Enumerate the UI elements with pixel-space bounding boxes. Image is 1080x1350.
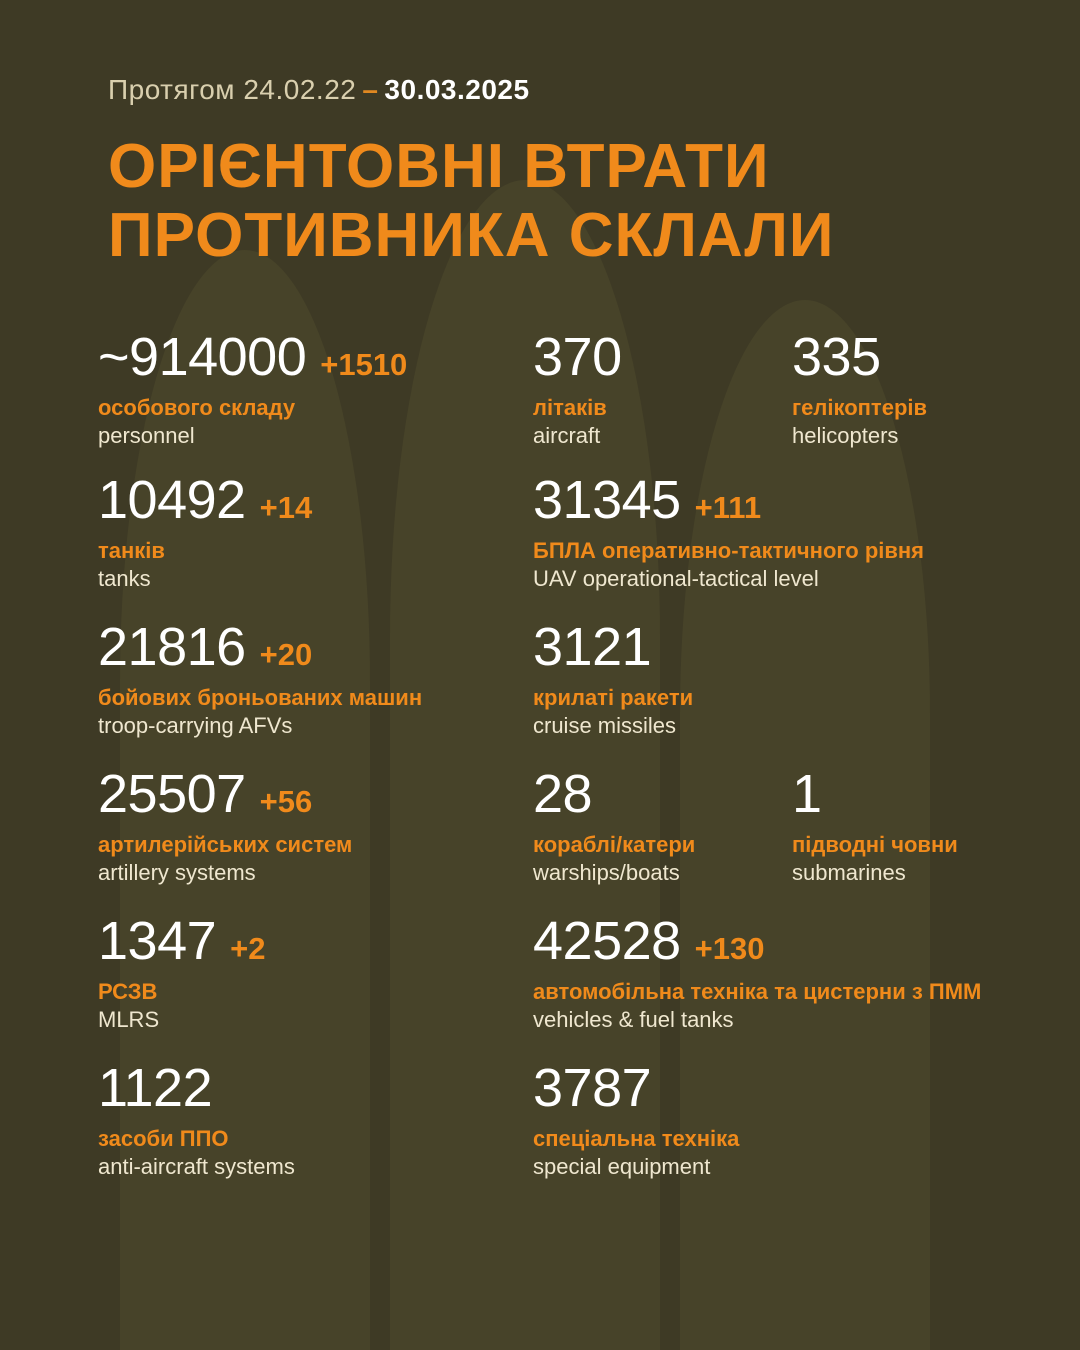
value: 335 (792, 327, 881, 387)
label-en: aircraft (533, 423, 601, 449)
date-dash: – (362, 74, 379, 105)
label-ua: підводні човни (792, 832, 958, 857)
value: 1122 (98, 1058, 213, 1118)
page-title: ОРІЄНТОВНІ ВТРАТИ ПРОТИВНИКА СКЛАЛИ (108, 132, 835, 271)
report-date: 30.03.2025 (384, 74, 530, 105)
value: 42528 (533, 911, 681, 971)
value-row (533, 617, 693, 677)
label-ua: бойових броньованих машин (98, 685, 423, 710)
value: 370 (533, 327, 622, 387)
loss-item-personnel (98, 327, 408, 449)
value: 3121 (533, 617, 652, 677)
value: 1 (792, 764, 822, 824)
label-en: UAV operational-tactical level (533, 566, 819, 592)
label-en: special equipment (533, 1154, 711, 1180)
loss-item-helicopters (792, 327, 928, 449)
period-prefix: Протягом 24.02.22 (108, 74, 357, 105)
delta: +20 (259, 637, 313, 672)
label-ua: спеціальна техніка (533, 1126, 740, 1151)
loss-item-cruise-missiles (533, 617, 694, 739)
value-row (98, 764, 352, 824)
label-ua: засоби ППО (98, 1126, 229, 1151)
value: 10492 (98, 470, 246, 530)
label-ua: артилерійських систем (98, 832, 353, 857)
label-en: tanks (98, 566, 151, 592)
label-ua: гелікоптерів (792, 395, 928, 420)
value-row (98, 1058, 295, 1118)
value: 31345 (533, 470, 681, 530)
loss-item-afv (98, 617, 423, 739)
label-ua: кораблі/катери (533, 832, 696, 857)
value-row (792, 764, 958, 824)
label-en: vehicles & fuel tanks (533, 1007, 734, 1033)
value-row (533, 764, 695, 824)
label-en: anti-aircraft systems (98, 1154, 295, 1180)
value: 21816 (98, 617, 246, 677)
value-row (98, 617, 422, 677)
value: 1347 (98, 911, 217, 971)
delta: +56 (259, 784, 313, 819)
label-ua: особового складу (98, 395, 296, 420)
loss-item-tanks (98, 470, 313, 592)
value-row (98, 327, 408, 387)
loss-item-submarines (792, 764, 958, 886)
loss-item-aa-systems (98, 1058, 295, 1180)
loss-item-warships (533, 764, 696, 886)
value: ~914000 (98, 327, 307, 387)
value-row (533, 327, 636, 387)
loss-item-artillery (98, 764, 353, 886)
label-en: cruise missiles (533, 713, 677, 739)
value-row (533, 1058, 739, 1118)
loss-item-mlrs (98, 911, 266, 1033)
label-ua: БПЛА оперативно-тактичного рівня (533, 538, 925, 563)
loss-item-aircraft (533, 327, 636, 449)
label-en: artillery systems (98, 860, 256, 886)
label-en: submarines (792, 860, 906, 886)
delta: +2 (230, 931, 266, 966)
value-row (792, 327, 927, 387)
value-row (533, 911, 1053, 971)
delta: +111 (694, 490, 762, 525)
delta: +130 (694, 931, 765, 966)
value-row (533, 470, 1053, 530)
label-en: troop-carrying AFVs (98, 713, 293, 739)
label-en: personnel (98, 423, 195, 449)
delta: +14 (259, 490, 313, 525)
label-ua: автомобільна техніка та цистерни з ПММ (533, 979, 982, 1004)
label-ua: танків (98, 538, 165, 563)
label-ua: РСЗВ (98, 979, 158, 1004)
label-en: helicopters (792, 423, 899, 449)
loss-item-vehicles (533, 911, 1053, 1033)
value: 3787 (533, 1058, 652, 1118)
value-row (98, 470, 313, 530)
label-ua: літаків (533, 395, 607, 420)
label-ua: крилаті ракети (533, 685, 694, 710)
delta: +1510 (320, 347, 408, 382)
loss-item-special-equipment (533, 1058, 740, 1180)
loss-item-uav (533, 470, 1053, 592)
date-line (108, 74, 530, 106)
label-en: MLRS (98, 1007, 160, 1033)
value: 28 (533, 764, 593, 824)
label-en: warships/boats (533, 860, 680, 886)
value-row (98, 911, 266, 971)
value: 25507 (98, 764, 246, 824)
